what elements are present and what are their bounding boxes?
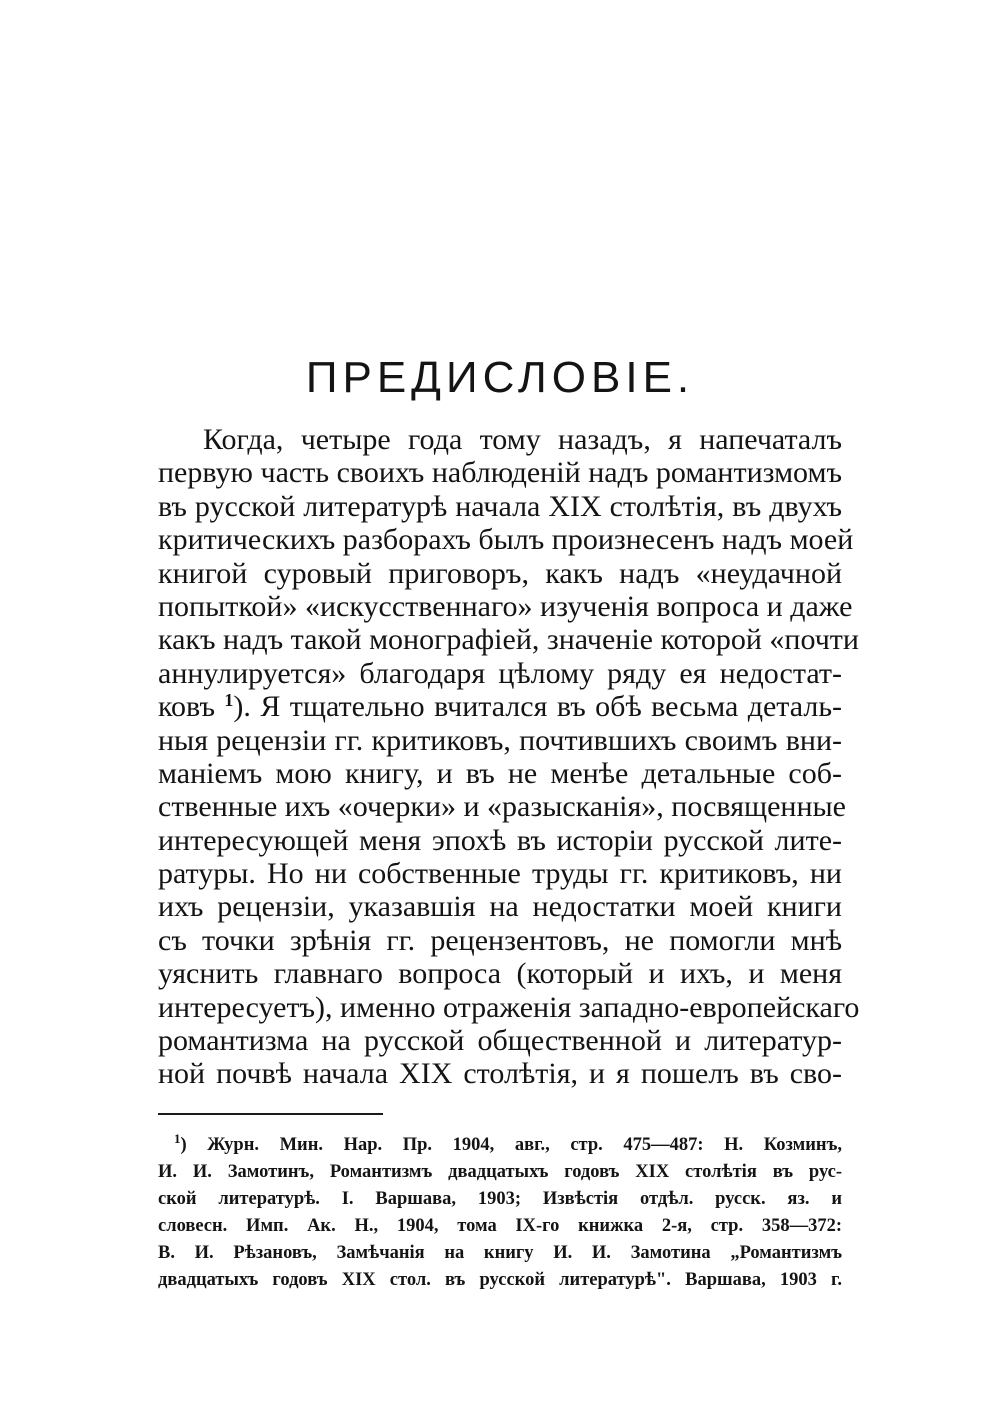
body-line: ной почвѣ начала XIX столѣтія, и я пошелъ въ сво- (158, 1057, 842, 1091)
body-line: съ точки зрѣнія гг. рецензентовъ, не помогли мнѣ (158, 923, 842, 957)
footnote-reference: 1 (224, 690, 234, 711)
preface-body (158, 423, 860, 1091)
body-line: книгой суровый приговоръ, какъ надъ «неудачной (158, 556, 842, 590)
footnote-divider (158, 1113, 383, 1115)
footnote-line: словесн. Имп. Ак. Н., 1904, тома IX-го книжка 2-я, стр. 358—372: (158, 1216, 842, 1236)
footnote-line (158, 1132, 842, 1159)
page-title: ПРЕДИСЛОВІЕ. (305, 353, 695, 402)
body-line-rest: ). Я тщательно вчитался въ обѣ весьма деталь- (233, 690, 843, 724)
body-line: въ русской литературѣ начала XIX столѣтія, въ двухъ (158, 489, 842, 523)
footnote-line: И. И. Замотинъ, Романтизмъ двадцатыхъ годовъ XIX столѣтія въ рус- (158, 1162, 842, 1182)
body-line: ныя рецензіи гг. критиковъ, почтившихъ своимъ вни- (158, 723, 842, 757)
footnote (158, 1132, 842, 1294)
body-line: интересуетъ), именно отраженія западно-европейскаго (158, 990, 860, 1024)
body-line: ственные ихъ «очерки» и «разысканія», посвященные (158, 790, 846, 824)
body-line: романтизма на русской общественной и литератур- (158, 1024, 842, 1058)
footnote-line: двадцатыхъ годовъ XIX стол. въ русской литературѣ". Варшава, 1903 г. (158, 1270, 842, 1290)
body-line: какъ надъ такой монографіей, значеніе которой «почти (158, 623, 859, 657)
footnote-line: ской литературѣ. I. Варшава, 1903; Извѣстія отдѣл. русск. яз. и (158, 1189, 842, 1209)
body-line: ратуры. Но ни собственные труды гг. критиковъ, ни (158, 857, 842, 891)
footnote-line: В. И. Рѣзановъ, Замѣчанія на книгу И. И. Замотина „Романтизмъ (158, 1243, 842, 1263)
footnote-marker: 1 (174, 1131, 181, 1146)
body-line: ихъ рецензіи, указавшія на недостатки моей книги (158, 890, 842, 924)
body-line: интересующей меня эпохѣ въ исторіи русской лите- (158, 823, 842, 857)
footnote-line-text: ) Журн. Мин. Нар. Пр. 1904, авг., стр. 475—487: Н. Козминъ, (180, 1135, 842, 1155)
body-line-start: ковъ (158, 690, 215, 724)
body-line: критическихъ разборахъ былъ произнесенъ надъ моей (158, 523, 854, 557)
body-line: маніемъ мою книгу, и въ не менѣе детальные соб- (158, 756, 842, 790)
body-line: аннулируется» благодаря цѣлому ряду ея недостат- (158, 656, 842, 690)
body-line-with-footnote-ref (158, 690, 842, 723)
body-line: уяснить главнаго вопроса (который и ихъ, и меня (158, 957, 842, 991)
body-line: Когда, четыре года тому назадъ, я напечаталъ (203, 423, 842, 456)
body-line: попыткой» «искусственнаго» изученія вопроса и даже (158, 589, 853, 623)
body-line: первую часть своихъ наблюденій надъ романтизмомъ (158, 456, 842, 490)
